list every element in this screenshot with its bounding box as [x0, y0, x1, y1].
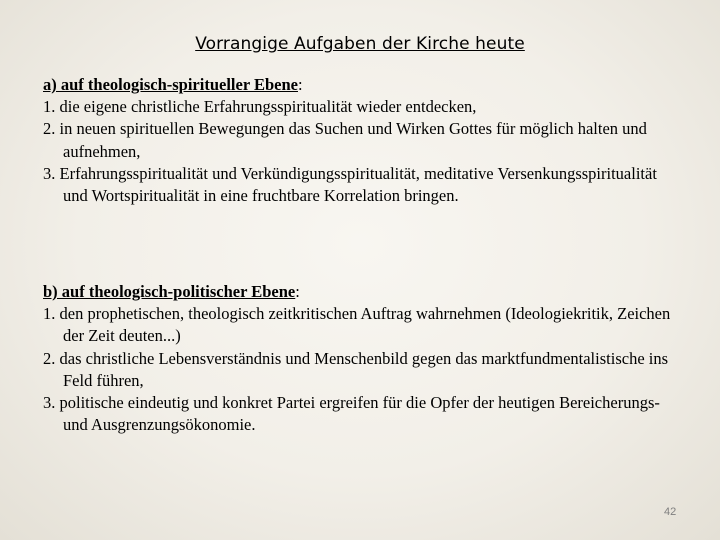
section-theological-political: [43, 281, 683, 436]
section-heading-text: a) auf theologisch-spiritueller Ebene: [43, 75, 298, 94]
list-item: 1. den prophetischen, theologisch zeitkritischen Auftrag wahrnehmen (Ideologiekritik, Zeichen der Zeit deuten...): [43, 304, 671, 346]
heading-colon: :: [297, 75, 303, 94]
section-heading: [43, 281, 683, 303]
section-heading-text: b) auf theologisch-politischer Ebene: [43, 282, 296, 301]
page-number: 42: [664, 506, 677, 518]
list-item: 3. Erfahrungsspiritualität und Verkündigungsspiritualität, meditative Versenkungsspiritualität und Wortspiritualität in eine fruchtbare Korrelation bringen.: [43, 163, 657, 206]
list-item: 1. die eigene christliche Erfahrungsspiritualität wieder entdecken,: [43, 97, 477, 117]
section-theological-spiritual: [43, 74, 683, 207]
list-item: 3. politische eindeutig und konkret Partei ergreifen für die Opfer der heutigen Bereicherungs- und Ausgrenzungsökonomie.: [43, 393, 660, 435]
list-item: 2. in neuen spirituellen Bewegungen das Suchen und Wirken Gottes für möglich halten und aufnehmen,: [43, 119, 647, 161]
section-heading: [43, 74, 683, 96]
heading-colon: :: [295, 282, 300, 301]
slide-title: Vorrangige Aufgaben der Kirche heute: [195, 34, 525, 54]
list-item: 2. das christliche Lebensverständnis und Menschenbild gegen das marktfundmentalistische ins Feld führen,: [43, 348, 669, 390]
